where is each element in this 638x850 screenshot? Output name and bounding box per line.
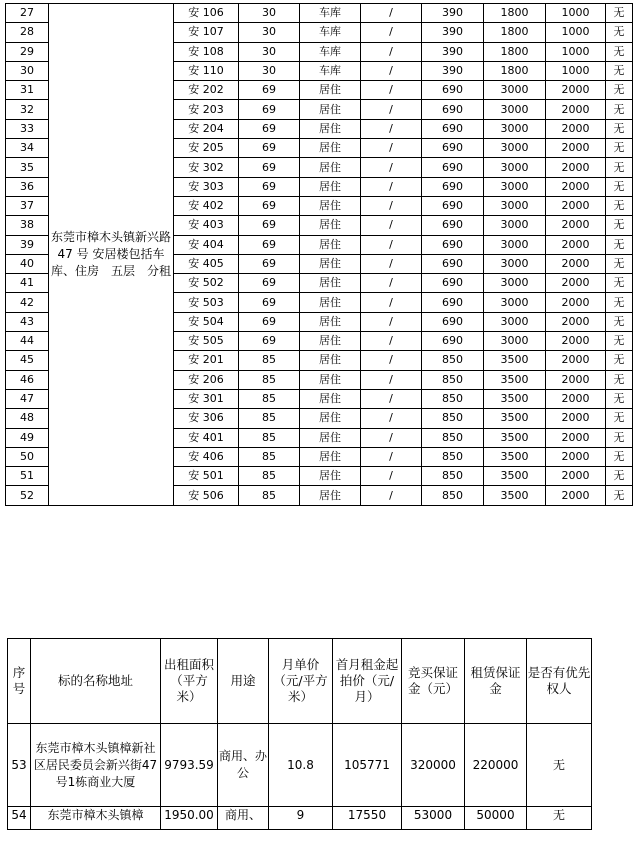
cell-no: 35 (6, 158, 49, 177)
table-row (8, 724, 592, 807)
cell-room: 安 108 (174, 42, 239, 61)
header-row (8, 639, 592, 724)
cell-priority: 无 (606, 389, 633, 408)
cell-use: 车库 (300, 4, 361, 23)
cell-deposit: 2000 (546, 312, 606, 331)
cell-room: 安 306 (174, 409, 239, 428)
cell-no: 39 (6, 235, 49, 254)
cell-use: 居住 (300, 235, 361, 254)
cell-name: 东莞市樟木头镇樟 (31, 807, 161, 830)
header-priority: 是否有优先权人 (527, 639, 592, 724)
cell-slash: / (361, 274, 422, 293)
cell-start-price: 3500 (484, 467, 546, 486)
cell-area: 69 (239, 235, 300, 254)
cell-priority: 无 (606, 61, 633, 80)
cell-start-price: 3500 (484, 409, 546, 428)
cell-area: 85 (239, 389, 300, 408)
cell-price: 690 (422, 196, 484, 215)
cell-deposit: 2000 (546, 486, 606, 505)
cell-priority: 无 (527, 724, 592, 807)
cell-no: 51 (6, 467, 49, 486)
cell-start-price: 3000 (484, 312, 546, 331)
cell-room: 安 303 (174, 177, 239, 196)
cell-room: 安 505 (174, 332, 239, 351)
cell-use: 居住 (300, 119, 361, 138)
cell-slash: / (361, 447, 422, 466)
cell-deposit: 2000 (546, 447, 606, 466)
cell-start-price: 1800 (484, 4, 546, 23)
cell-room: 安 106 (174, 4, 239, 23)
cell-area: 69 (239, 119, 300, 138)
cell-area: 30 (239, 42, 300, 61)
cell-unit-price: 9 (269, 807, 333, 830)
cell-no: 43 (6, 312, 49, 331)
cell-slash: / (361, 216, 422, 235)
cell-room: 安 110 (174, 61, 239, 80)
cell-start-price: 3000 (484, 293, 546, 312)
cell-start-price: 17550 (333, 807, 402, 830)
cell-no: 33 (6, 119, 49, 138)
cell-area: 69 (239, 81, 300, 100)
cell-start-price: 3000 (484, 139, 546, 158)
cell-slash: / (361, 177, 422, 196)
cell-priority: 无 (606, 428, 633, 447)
cell-area: 69 (239, 274, 300, 293)
cell-room: 安 404 (174, 235, 239, 254)
cell-use: 商用、办公 (218, 724, 269, 807)
cell-room: 安 402 (174, 196, 239, 215)
cell-area: 69 (239, 158, 300, 177)
cell-use: 居住 (300, 370, 361, 389)
cell-deposit: 1000 (546, 23, 606, 42)
cell-no: 30 (6, 61, 49, 80)
cell-price: 690 (422, 177, 484, 196)
cell-start-price: 3500 (484, 486, 546, 505)
cell-no: 47 (6, 389, 49, 408)
cell-priority: 无 (606, 370, 633, 389)
cell-priority: 无 (606, 486, 633, 505)
cell-room: 安 502 (174, 274, 239, 293)
cell-deposit: 2000 (546, 196, 606, 215)
cell-price: 690 (422, 81, 484, 100)
cell-start-price: 1800 (484, 23, 546, 42)
cell-slash: / (361, 139, 422, 158)
cell-slash: / (361, 81, 422, 100)
cell-area: 69 (239, 177, 300, 196)
cell-slash: / (361, 389, 422, 408)
cell-no: 31 (6, 81, 49, 100)
cell-deposit: 2000 (546, 81, 606, 100)
cell-deposit: 2000 (546, 177, 606, 196)
cell-priority: 无 (606, 351, 633, 370)
cell-start-price: 1800 (484, 61, 546, 80)
cell-no: 48 (6, 409, 49, 428)
cell-use: 居住 (300, 177, 361, 196)
cell-slash: / (361, 196, 422, 215)
cell-priority: 无 (606, 332, 633, 351)
cell-room: 安 107 (174, 23, 239, 42)
cell-priority: 无 (606, 139, 633, 158)
cell-slash: / (361, 293, 422, 312)
cell-room: 安 206 (174, 370, 239, 389)
cell-deposit: 2000 (546, 139, 606, 158)
cell-room: 安 205 (174, 139, 239, 158)
cell-use: 居住 (300, 139, 361, 158)
cell-room: 安 302 (174, 158, 239, 177)
cell-no: 40 (6, 254, 49, 273)
cell-slash: / (361, 119, 422, 138)
cell-price: 850 (422, 447, 484, 466)
cell-area: 85 (239, 467, 300, 486)
cell-area: 69 (239, 216, 300, 235)
cell-start-price: 3500 (484, 428, 546, 447)
cell-priority: 无 (606, 293, 633, 312)
cell-slash: / (361, 158, 422, 177)
cell-start-price: 1800 (484, 42, 546, 61)
cell-no: 50 (6, 447, 49, 466)
cell-priority: 无 (606, 447, 633, 466)
cell-room: 安 506 (174, 486, 239, 505)
cell-no: 37 (6, 196, 49, 215)
cell-start-price: 3500 (484, 370, 546, 389)
cell-priority: 无 (606, 119, 633, 138)
cell-deposit: 2000 (546, 332, 606, 351)
cell-slash: / (361, 42, 422, 61)
cell-room: 安 403 (174, 216, 239, 235)
cell-area: 85 (239, 428, 300, 447)
cell-deposit: 2000 (546, 428, 606, 447)
cell-lease-deposit: 50000 (465, 807, 527, 830)
cell-room: 安 202 (174, 81, 239, 100)
cell-no: 29 (6, 42, 49, 61)
cell-start-price: 3000 (484, 235, 546, 254)
cell-slash: / (361, 486, 422, 505)
cell-area: 85 (239, 370, 300, 389)
cell-slash: / (361, 61, 422, 80)
cell-price: 850 (422, 409, 484, 428)
cell-deposit: 2000 (546, 370, 606, 389)
cell-deposit: 2000 (546, 235, 606, 254)
cell-priority: 无 (606, 42, 633, 61)
cell-area: 85 (239, 447, 300, 466)
cell-priority: 无 (606, 81, 633, 100)
cell-slash: / (361, 370, 422, 389)
cell-priority: 无 (606, 158, 633, 177)
cell-slash: / (361, 4, 422, 23)
cell-price: 690 (422, 254, 484, 273)
cell-deposit: 2000 (546, 158, 606, 177)
cell-priority: 无 (606, 467, 633, 486)
header-start-price: 首月租金起拍价（元/月） (333, 639, 402, 724)
cell-start-price: 105771 (333, 724, 402, 807)
cell-price: 690 (422, 158, 484, 177)
cell-priority: 无 (606, 216, 633, 235)
cell-area: 30 (239, 23, 300, 42)
cell-start-price: 3000 (484, 177, 546, 196)
cell-lease-deposit: 220000 (465, 724, 527, 807)
cell-use: 居住 (300, 196, 361, 215)
cell-use: 居住 (300, 158, 361, 177)
cell-deposit: 2000 (546, 351, 606, 370)
cell-area: 85 (239, 409, 300, 428)
cell-use: 车库 (300, 42, 361, 61)
cell-slash: / (361, 312, 422, 331)
cell-priority: 无 (606, 177, 633, 196)
cell-use: 车库 (300, 61, 361, 80)
cell-start-price: 3000 (484, 158, 546, 177)
cell-use: 居住 (300, 254, 361, 273)
cell-price: 390 (422, 23, 484, 42)
cell-no: 42 (6, 293, 49, 312)
header-area: 出租面积（平方米） (161, 639, 218, 724)
cell-area: 69 (239, 100, 300, 119)
cell-deposit: 2000 (546, 467, 606, 486)
cell-room: 安 405 (174, 254, 239, 273)
cell-use: 居住 (300, 409, 361, 428)
cell-price: 690 (422, 332, 484, 351)
table-row (8, 807, 592, 830)
cell-slash: / (361, 23, 422, 42)
cell-deposit: 2000 (546, 216, 606, 235)
cell-start-price: 3000 (484, 332, 546, 351)
cell-use: 居住 (300, 332, 361, 351)
cell-area: 85 (239, 486, 300, 505)
cell-no: 41 (6, 274, 49, 293)
cell-no: 49 (6, 428, 49, 447)
cell-room: 安 504 (174, 312, 239, 331)
cell-room: 安 503 (174, 293, 239, 312)
cell-start-price: 3500 (484, 389, 546, 408)
cell-slash: / (361, 332, 422, 351)
cell-area: 69 (239, 332, 300, 351)
cell-deposit: 2000 (546, 389, 606, 408)
header-bid-deposit: 竞买保证金（元） (402, 639, 465, 724)
cell-deposit: 2000 (546, 274, 606, 293)
cell-use: 居住 (300, 216, 361, 235)
cell-price: 390 (422, 61, 484, 80)
cell-price: 850 (422, 428, 484, 447)
cell-price: 690 (422, 274, 484, 293)
cell-priority: 无 (527, 807, 592, 830)
cell-price: 390 (422, 4, 484, 23)
cell-no: 44 (6, 332, 49, 351)
cell-priority: 无 (606, 100, 633, 119)
cell-no: 53 (8, 724, 31, 807)
header-name: 标的名称地址 (31, 639, 161, 724)
cell-start-price: 3000 (484, 81, 546, 100)
cell-start-price: 3000 (484, 274, 546, 293)
cell-deposit: 2000 (546, 254, 606, 273)
cell-slash: / (361, 428, 422, 447)
cell-use: 居住 (300, 428, 361, 447)
cell-no: 46 (6, 370, 49, 389)
cell-deposit: 1000 (546, 42, 606, 61)
cell-start-price: 3000 (484, 196, 546, 215)
cell-area: 69 (239, 312, 300, 331)
cell-start-price: 3000 (484, 119, 546, 138)
table-row (6, 4, 633, 23)
cell-deposit: 2000 (546, 119, 606, 138)
cell-area: 30 (239, 4, 300, 23)
cell-area: 69 (239, 196, 300, 215)
header-use: 用途 (218, 639, 269, 724)
cell-priority: 无 (606, 274, 633, 293)
cell-price: 690 (422, 119, 484, 138)
cell-slash: / (361, 235, 422, 254)
cell-use: 居住 (300, 100, 361, 119)
cell-no: 36 (6, 177, 49, 196)
cell-deposit: 1000 (546, 61, 606, 80)
cell-slash: / (361, 100, 422, 119)
cell-start-price: 3500 (484, 351, 546, 370)
cell-area: 30 (239, 61, 300, 80)
cell-room: 安 406 (174, 447, 239, 466)
cell-start-price: 3000 (484, 216, 546, 235)
cell-price: 690 (422, 216, 484, 235)
cell-use: 居住 (300, 447, 361, 466)
cell-name: 东莞市樟木头镇樟新社区居民委员会新兴街47号1栋商业大厦 (31, 724, 161, 807)
cell-priority: 无 (606, 196, 633, 215)
cell-use: 居住 (300, 274, 361, 293)
cell-price: 690 (422, 312, 484, 331)
cell-use: 居住 (300, 351, 361, 370)
cell-bid-deposit: 320000 (402, 724, 465, 807)
cell-start-price: 3000 (484, 100, 546, 119)
cell-area: 85 (239, 351, 300, 370)
cell-start-price: 3000 (484, 254, 546, 273)
cell-price: 690 (422, 100, 484, 119)
cell-price: 850 (422, 351, 484, 370)
cell-priority: 无 (606, 23, 633, 42)
cell-address: 东莞市樟木头镇新兴路 47 号 安居楼包括车库、住房 五层 分租 (49, 4, 174, 506)
cell-price: 690 (422, 235, 484, 254)
commercial-lease-table (7, 638, 592, 830)
cell-slash: / (361, 409, 422, 428)
cell-room: 安 301 (174, 389, 239, 408)
cell-priority: 无 (606, 312, 633, 331)
cell-use: 居住 (300, 81, 361, 100)
cell-use: 居住 (300, 389, 361, 408)
cell-deposit: 1000 (546, 4, 606, 23)
cell-area: 69 (239, 293, 300, 312)
cell-price: 690 (422, 139, 484, 158)
cell-no: 52 (6, 486, 49, 505)
cell-room: 安 201 (174, 351, 239, 370)
cell-room: 安 401 (174, 428, 239, 447)
lease-table-continued (5, 3, 633, 506)
cell-use: 车库 (300, 23, 361, 42)
cell-room: 安 204 (174, 119, 239, 138)
header-unit-price: 月单价（元/平方米） (269, 639, 333, 724)
cell-unit-price: 10.8 (269, 724, 333, 807)
cell-price: 850 (422, 370, 484, 389)
cell-price: 690 (422, 293, 484, 312)
cell-priority: 无 (606, 254, 633, 273)
cell-no: 45 (6, 351, 49, 370)
cell-no: 38 (6, 216, 49, 235)
cell-slash: / (361, 351, 422, 370)
cell-priority: 无 (606, 4, 633, 23)
cell-area: 9793.59 (161, 724, 218, 807)
cell-room: 安 501 (174, 467, 239, 486)
cell-price: 390 (422, 42, 484, 61)
cell-priority: 无 (606, 409, 633, 428)
cell-area: 69 (239, 254, 300, 273)
cell-use: 商用、 (218, 807, 269, 830)
cell-priority: 无 (606, 235, 633, 254)
cell-start-price: 3500 (484, 447, 546, 466)
cell-no: 54 (8, 807, 31, 830)
cell-price: 850 (422, 486, 484, 505)
cell-bid-deposit: 53000 (402, 807, 465, 830)
cell-room: 安 203 (174, 100, 239, 119)
cell-use: 居住 (300, 486, 361, 505)
cell-slash: / (361, 467, 422, 486)
cell-no: 34 (6, 139, 49, 158)
cell-area: 69 (239, 139, 300, 158)
cell-slash: / (361, 254, 422, 273)
cell-no: 32 (6, 100, 49, 119)
cell-no: 27 (6, 4, 49, 23)
cell-price: 850 (422, 467, 484, 486)
cell-area: 1950.00 (161, 807, 218, 830)
cell-use: 居住 (300, 467, 361, 486)
cell-price: 850 (422, 389, 484, 408)
header-no: 序号 (8, 639, 31, 724)
cell-deposit: 2000 (546, 409, 606, 428)
cell-use: 居住 (300, 293, 361, 312)
cell-deposit: 2000 (546, 100, 606, 119)
cell-deposit: 2000 (546, 293, 606, 312)
cell-use: 居住 (300, 312, 361, 331)
header-lease-deposit: 租赁保证金 (465, 639, 527, 724)
cell-no: 28 (6, 23, 49, 42)
